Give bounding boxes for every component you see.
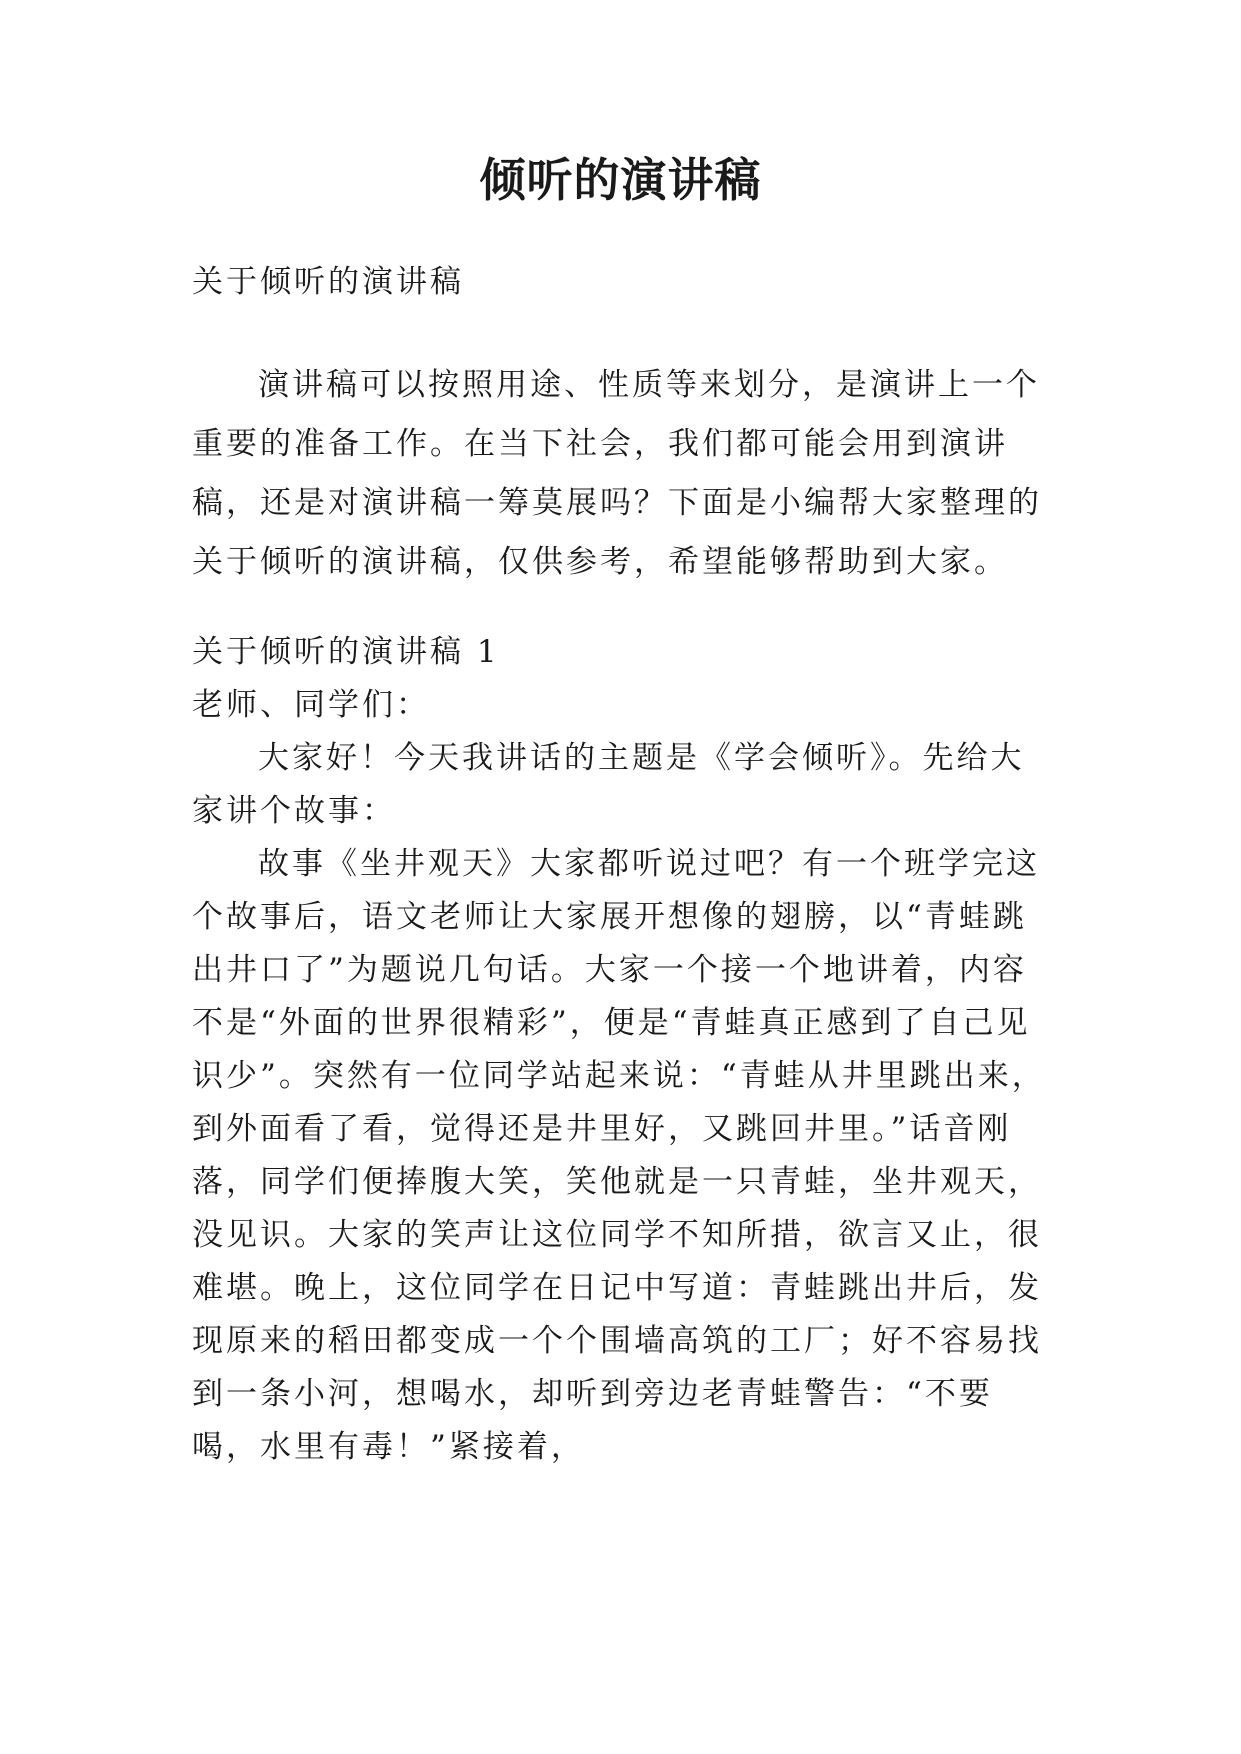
section-heading: 关于倾听的演讲稿 1 [192, 634, 500, 670]
intro-block [192, 356, 1052, 592]
body-paragraph: 故事《坐井观天》大家都听说过吧？有一个班学完这个故事后，语文老师让大家展开想像的翅膀，以“青蛙跳出井口了”为题说几句话。大家一个接一个地讲着，内容不是“外面的世界很精彩”，便是“青蛙真正感到了自己见识少”。突然有一位同学站起来说：“青蛙从井里跳出来，到外面看了看，觉得还是井里好，又跳回井里。”话音刚落，同学们便捧腹大笑，笑他就是一只青蛙，坐井观天，没见识。大家的笑声让这位同学不知所措，欲言又止，很难堪。晚上，这位同学在日记中写道：青蛙跳出井后，发现原来的稻田都变成一个个围墙高筑的工厂；好不容易找到一条小河，想喝水，却听到旁边老青蛙警告：“不要喝，水里有毒！”紧接着， [192, 846, 1046, 1465]
intro-paragraph: 演讲稿可以按照用途、性质等来划分，是演讲上一个重要的准备工作。在当下社会，我们都可能会用到演讲稿，还是对演讲稿一筹莫展吗？下面是小编帮大家整理的关于倾听的演讲稿，仅供参考，希望能够帮助到大家。 [192, 367, 1042, 580]
salutation: 老师、同学们： [192, 687, 430, 723]
document-title: 倾听的演讲稿 [479, 153, 762, 207]
body-paragraph: 大家好！今天我讲话的主题是《学会倾听》。先给大家讲个故事： [192, 740, 1025, 829]
section-block [192, 626, 1052, 1474]
document-subtitle: 关于倾听的演讲稿 [192, 264, 464, 300]
